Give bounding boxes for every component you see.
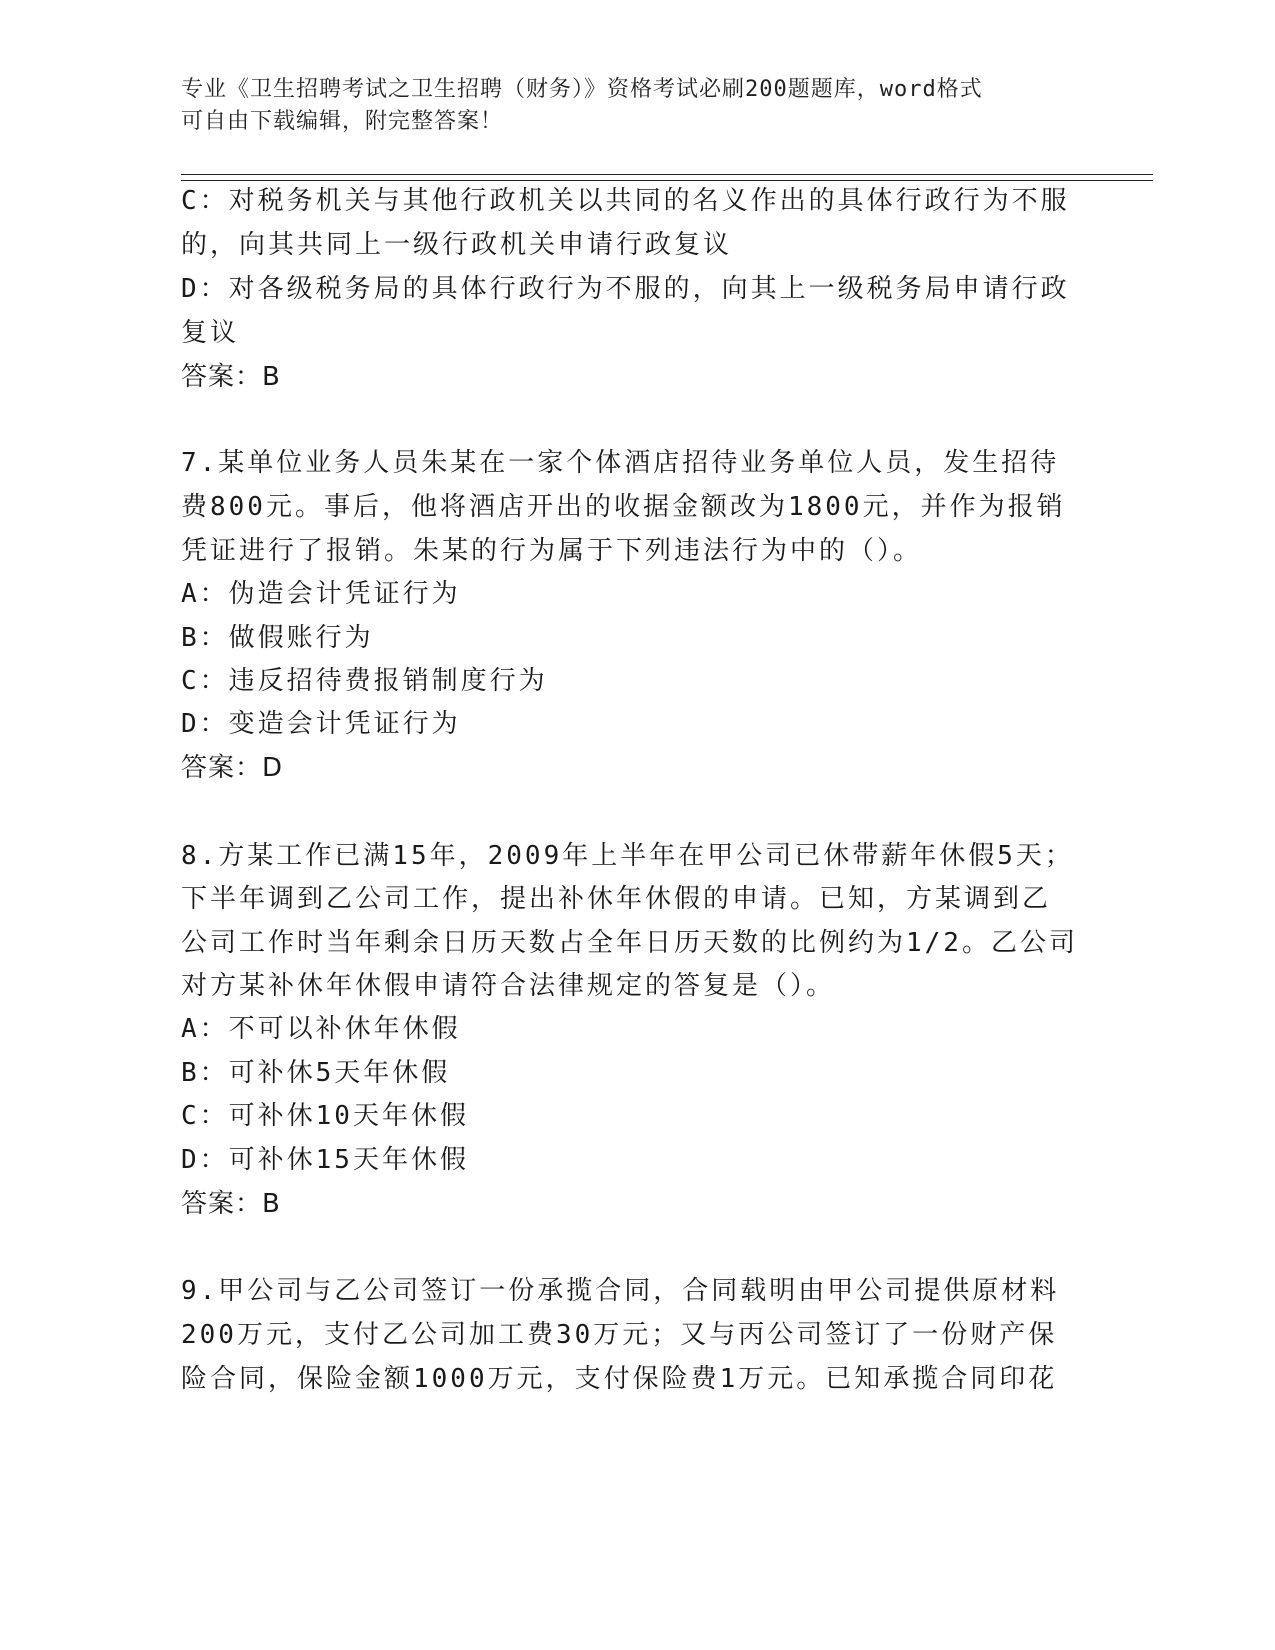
prev-option-c-line-2: 的，向其共同上一级行政机关申请行政复议 (181, 230, 733, 260)
prev-option-d-line-2: 复议 (181, 318, 240, 348)
q7-option-c: C：违反招待费报销制度行为 (181, 666, 548, 696)
header-title-line-2: 可自由下载编辑，附完整答案！ (181, 109, 504, 134)
header-divider-top (181, 174, 1153, 175)
q7-option-b: B：做假账行为 (181, 623, 374, 653)
q8-answer: 答案：B (181, 1189, 281, 1219)
q9-stem-line-2: 200万元，支付乙公司加工费30万元；又与丙公司签订了一份财产保 (181, 1320, 1058, 1350)
document-header (181, 74, 1061, 138)
q7-stem-line-2: 费800元。事后，他将酒店开出的收据金额改为1800元，并作为报销 (181, 492, 1066, 522)
prev-option-d-line-1: D：对各级税务局的具体行政行为不服的，向其上一级税务局申请行政 (181, 274, 1070, 304)
q9-stem-line-1: 9.甲公司与乙公司签订一份承揽合同，合同载明由甲公司提供原材料 (181, 1276, 1060, 1306)
prev-option-c-line-1: C：对税务机关与其他行政机关以共同的名义作出的具体行政行为不服 (181, 186, 1070, 216)
prev-answer: 答案：B (181, 362, 281, 392)
q7-stem-line-1: 7.某单位业务人员朱某在一家个体酒店招待业务单位人员，发生招待 (181, 448, 1060, 478)
q8-stem-line-2: 下半年调到乙公司工作，提出补休年休假的申请。已知，方某调到乙 (181, 884, 1052, 914)
q8-option-c: C：可补休10天年休假 (181, 1101, 469, 1131)
header-title-line-1: 专业《卫生招聘考试之卫生招聘（财务）》资格考试必刷200题题库，word格式 (181, 77, 983, 102)
q8-option-d: D：可补休15天年休假 (181, 1145, 469, 1175)
q7-option-a: A：伪造会计凭证行为 (181, 579, 461, 609)
q8-option-a: A：不可以补休年休假 (181, 1014, 461, 1044)
q9-stem-line-3: 险合同，保险金额1000万元，支付保险费1万元。已知承揽合同印花 (181, 1364, 1058, 1394)
q7-option-d: D：变造会计凭证行为 (181, 709, 461, 739)
header-divider-bottom (181, 180, 1153, 181)
q8-option-b: B：可补休5天年休假 (181, 1058, 451, 1088)
q8-stem-line-3: 公司工作时当年剩余日历天数占全年日历天数的比例约为1/2。乙公司 (181, 928, 1078, 958)
q8-stem-line-1: 8.方某工作已满15年，2009年上半年在甲公司已休带薪年休假5天； (181, 841, 1074, 871)
q7-stem-line-3: 凭证进行了报销。朱某的行为属于下列违法行为中的（）。 (181, 536, 923, 566)
q8-stem-line-4: 对方某补休年休假申请符合法律规定的答复是（）。 (181, 971, 836, 1001)
q7-answer: 答案：D (181, 753, 284, 783)
